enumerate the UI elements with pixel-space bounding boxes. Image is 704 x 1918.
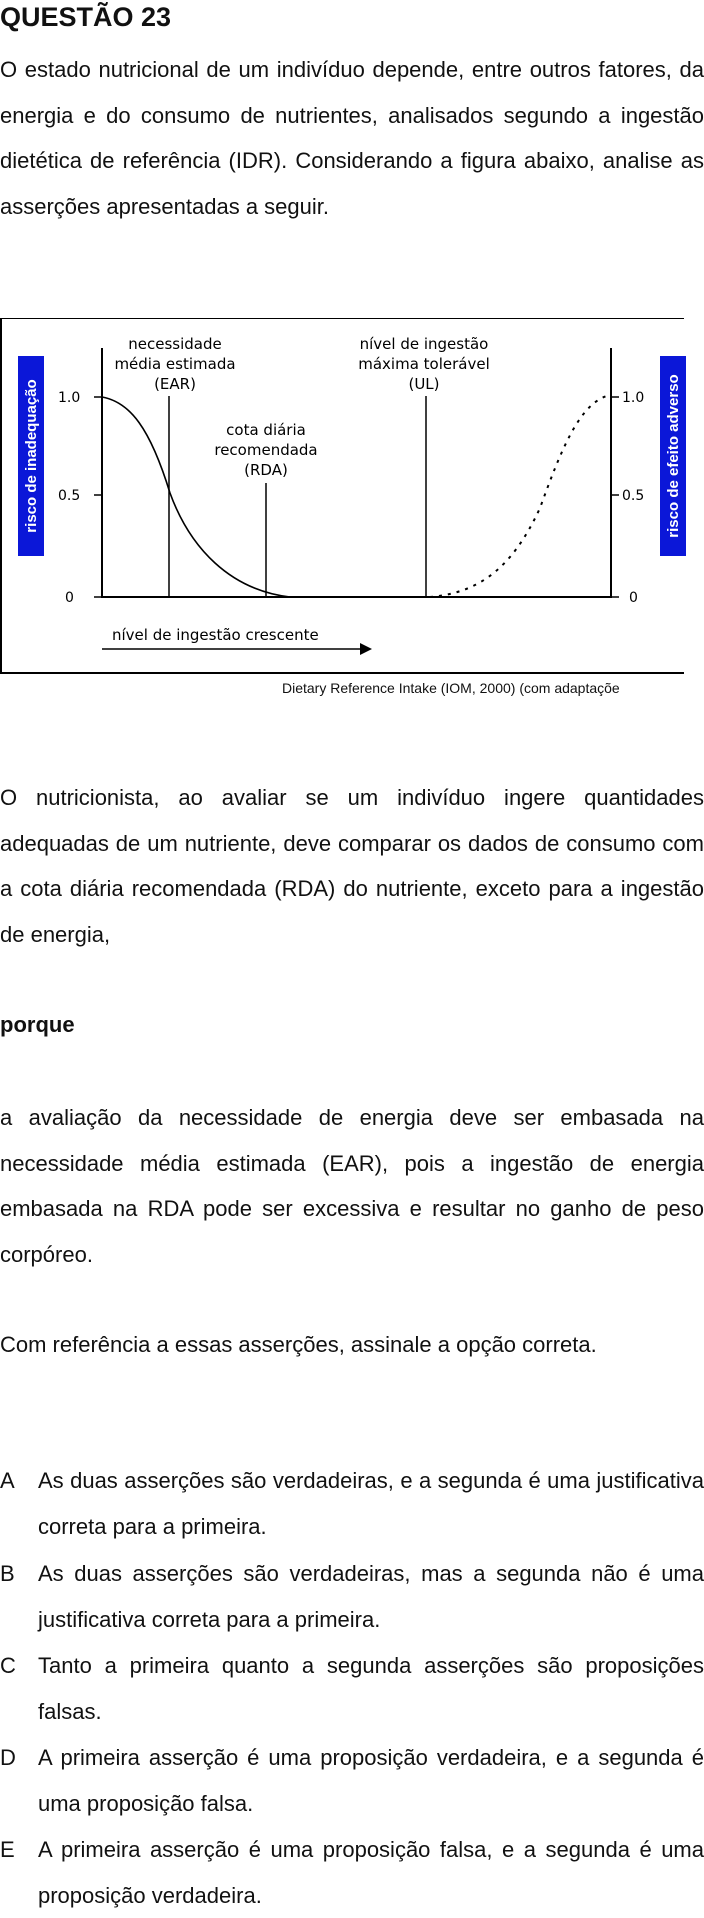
- option-a[interactable]: [0, 1458, 704, 1549]
- ear-label-line3: (EAR): [154, 375, 196, 393]
- ul-label-line2: máxima tolerável: [358, 355, 490, 373]
- option-c[interactable]: [0, 1643, 704, 1734]
- assertion-2: a avaliação da necessidade de energia deve ser embasada na necessidade média estimada (EAR), pois a ingestão de energia embasada na RDA pode ser excessiva e resultar no ganho de peso corpóreo.: [0, 1105, 704, 1267]
- x-axis-arrow-head: [360, 643, 372, 655]
- option-b[interactable]: [0, 1551, 704, 1642]
- dri-chart: [0, 318, 704, 674]
- rda-label-line3: (RDA): [244, 461, 288, 479]
- left-axis-label: risco de inadequação: [23, 379, 40, 533]
- question-title: QUESTÃO 23: [0, 2, 172, 32]
- figure-caption: Dietary Reference Intake (IOM, 2000) (com adaptaçõe: [282, 680, 620, 696]
- option-e-letter: E: [0, 1837, 15, 1862]
- assertion-1: O nutricionista, ao avaliar se um indivíduo ingere quantidades adequadas de um nutriente, deve comparar os dados de consumo com a cota diária recomendada (RDA) do nutriente, exceto para a ingestão de energia,: [0, 785, 704, 947]
- option-c-text: Tanto a primeira quanto a segunda asserções são proposições falsas.: [38, 1653, 704, 1724]
- dri-figure: [0, 318, 704, 674]
- option-d-text: A primeira asserção é uma proposição verdadeira, e a segunda é uma proposição falsa.: [38, 1745, 704, 1816]
- option-e-text: A primeira asserção é uma proposição falsa, e a segunda é uma proposição verdadeira.: [38, 1837, 704, 1908]
- option-a-letter: A: [0, 1468, 15, 1493]
- option-a-text: As duas asserções são verdadeiras, e a segunda é uma justificativa correta para a primeira.: [38, 1468, 704, 1539]
- tick-label-right-0: 0: [629, 590, 638, 606]
- option-b-letter: B: [0, 1561, 15, 1586]
- prompt-text: Com referência a essas asserções, assinale a opção correta.: [0, 1332, 597, 1357]
- option-d-letter: D: [0, 1745, 16, 1770]
- ear-label-line1: necessidade: [128, 335, 222, 353]
- ear-label-line2: média estimada: [114, 355, 236, 373]
- adverse-effect-curve: [430, 395, 611, 597]
- tick-label-left-0: 0: [65, 590, 74, 606]
- tick-label-right-1: 1.0: [622, 390, 645, 406]
- x-axis-label: nível de ingestão crescente: [112, 626, 319, 644]
- rda-label-line2: recomendada: [214, 441, 318, 459]
- right-axis-label: risco de efeito adverso: [665, 374, 682, 538]
- intro-paragraph: O estado nutricional de um indivíduo depende, entre outros fatores, da energia e do consumo de nutrientes, analisados segundo a ingestão dietética de referência (IDR). Considerando a figura abaixo, analise as asserções apresentadas a seguir.: [0, 57, 704, 219]
- rda-label-line1: cota diária: [226, 421, 306, 439]
- tick-label-left-1: 1.0: [58, 390, 81, 406]
- ul-label-line3: (UL): [408, 375, 440, 393]
- option-d[interactable]: [0, 1735, 704, 1826]
- option-c-letter: C: [0, 1653, 16, 1678]
- option-b-text: As duas asserções são verdadeiras, mas a segunda não é uma justificativa correta para a primeira.: [38, 1561, 704, 1632]
- ul-label-line1: nível de ingestão: [359, 335, 489, 353]
- option-e[interactable]: [0, 1827, 704, 1918]
- connector-porque: porque: [0, 1012, 75, 1037]
- tick-label-left-05: 0.5: [58, 488, 81, 504]
- tick-label-right-05: 0.5: [622, 488, 645, 504]
